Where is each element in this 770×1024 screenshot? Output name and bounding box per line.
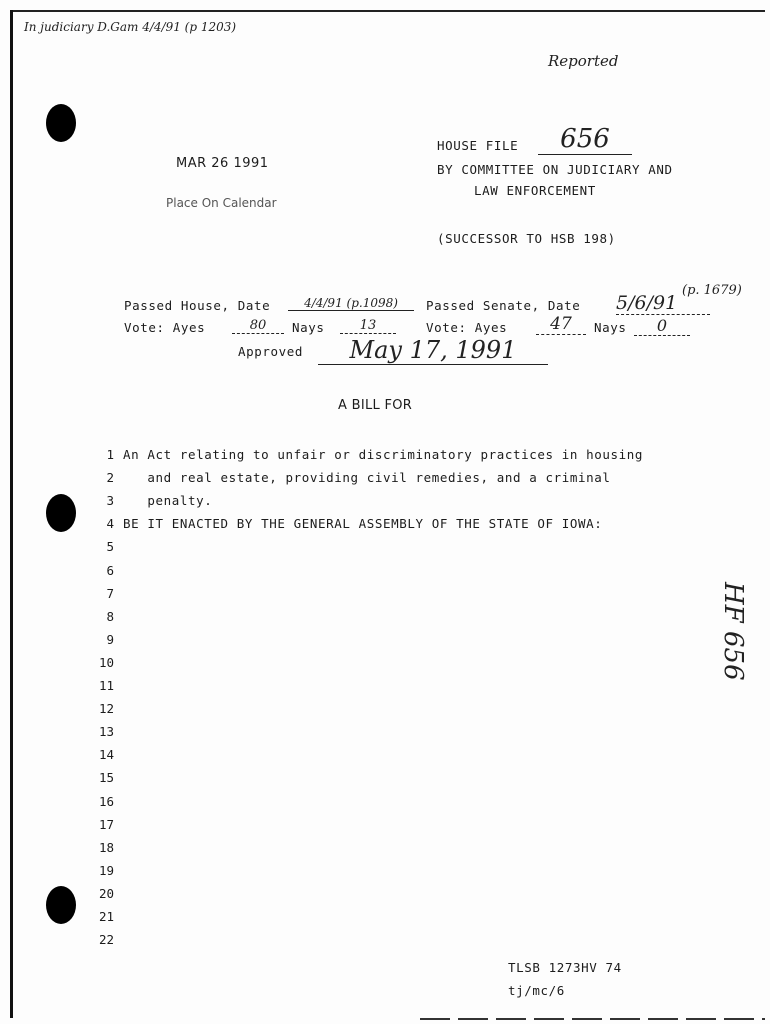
punch-hole-top <box>46 104 76 142</box>
line-number: 11 <box>98 678 114 693</box>
line-number: 15 <box>98 770 114 786</box>
received-date-stamp: MAR 26 1991 <box>176 156 269 171</box>
footer-code: TLSB 1273HV 74 <box>508 960 622 975</box>
line-number: 22 <box>98 932 114 948</box>
senate-nays-label: Nays <box>594 320 627 335</box>
successor-note: (SUCCESSOR TO HSB 198) <box>437 231 616 246</box>
line-number: 19 <box>98 862 114 878</box>
senate-nays: 0 <box>634 316 690 336</box>
passed-senate-page: (p. 1679) <box>682 283 742 298</box>
approved-date: May 17, 1991 <box>318 336 548 365</box>
side-note-hf: HF 656 <box>718 582 748 681</box>
line-number: 21 <box>98 909 114 924</box>
house-file-label: HOUSE FILE <box>437 138 519 153</box>
footer-initials: tj/mc/6 <box>508 983 565 998</box>
line-number: 7 <box>106 585 114 601</box>
bill-line-text: BE IT ENACTED BY THE GENERAL ASSEMBLY OF THE STATE OF IOWA: <box>123 516 603 532</box>
bill-line-text: An Act relating to unfair or discriminatory practices in housing <box>123 447 644 462</box>
passed-senate-date: 5/6/91 <box>616 292 710 315</box>
page-border-top <box>10 10 765 12</box>
page-border-left <box>10 10 13 1018</box>
line-number: 6 <box>106 562 114 578</box>
line-number: 17 <box>98 816 114 832</box>
line-number: 2 <box>106 470 114 486</box>
passed-house-date: 4/4/91 (p.1098) <box>288 296 414 311</box>
line-number: 8 <box>106 608 114 624</box>
calendar-stamp: Place On Calendar <box>166 196 277 210</box>
line-number: 12 <box>98 701 114 717</box>
senate-ayes: 47 <box>536 314 586 335</box>
line-number: 4 <box>106 516 114 532</box>
line-number: 9 <box>106 631 114 647</box>
line-number: 14 <box>98 747 114 763</box>
house-vote-label: Vote: Ayes <box>124 320 206 335</box>
line-number: 1 <box>106 447 114 462</box>
house-ayes: 80 <box>232 318 284 334</box>
punch-hole-middle <box>46 494 76 532</box>
sponsor-line-2: LAW ENFORCEMENT <box>474 183 596 198</box>
margin-note-reported: Reported <box>548 52 619 70</box>
bill-line-text: and real estate, providing civil remedies, and a criminal <box>123 470 611 486</box>
approved-label: Approved <box>238 344 304 359</box>
line-number: 20 <box>98 885 114 901</box>
page-border-bottom <box>420 1018 765 1020</box>
sponsor-line-1: BY COMMITTEE ON JUDICIARY AND <box>437 162 673 177</box>
line-number: 5 <box>106 539 114 555</box>
line-number: 13 <box>98 724 114 740</box>
punch-hole-bottom <box>46 886 76 924</box>
house-nays-label: Nays <box>292 320 325 335</box>
passed-senate-label: Passed Senate, Date <box>426 298 581 313</box>
line-number: 18 <box>98 839 114 855</box>
line-number: 3 <box>106 493 114 509</box>
bill-line-text: penalty. <box>123 493 213 509</box>
margin-note-top: In judiciary D.Gam 4/4/91 (p 1203) <box>24 20 237 34</box>
bill-heading: A BILL FOR <box>338 398 413 413</box>
house-nays: 13 <box>340 318 396 334</box>
line-number: 10 <box>98 654 114 670</box>
house-file-number: 656 <box>538 124 632 155</box>
senate-vote-label: Vote: Ayes <box>426 320 508 335</box>
passed-house-label: Passed House, Date <box>124 298 271 313</box>
line-number: 16 <box>98 793 114 809</box>
